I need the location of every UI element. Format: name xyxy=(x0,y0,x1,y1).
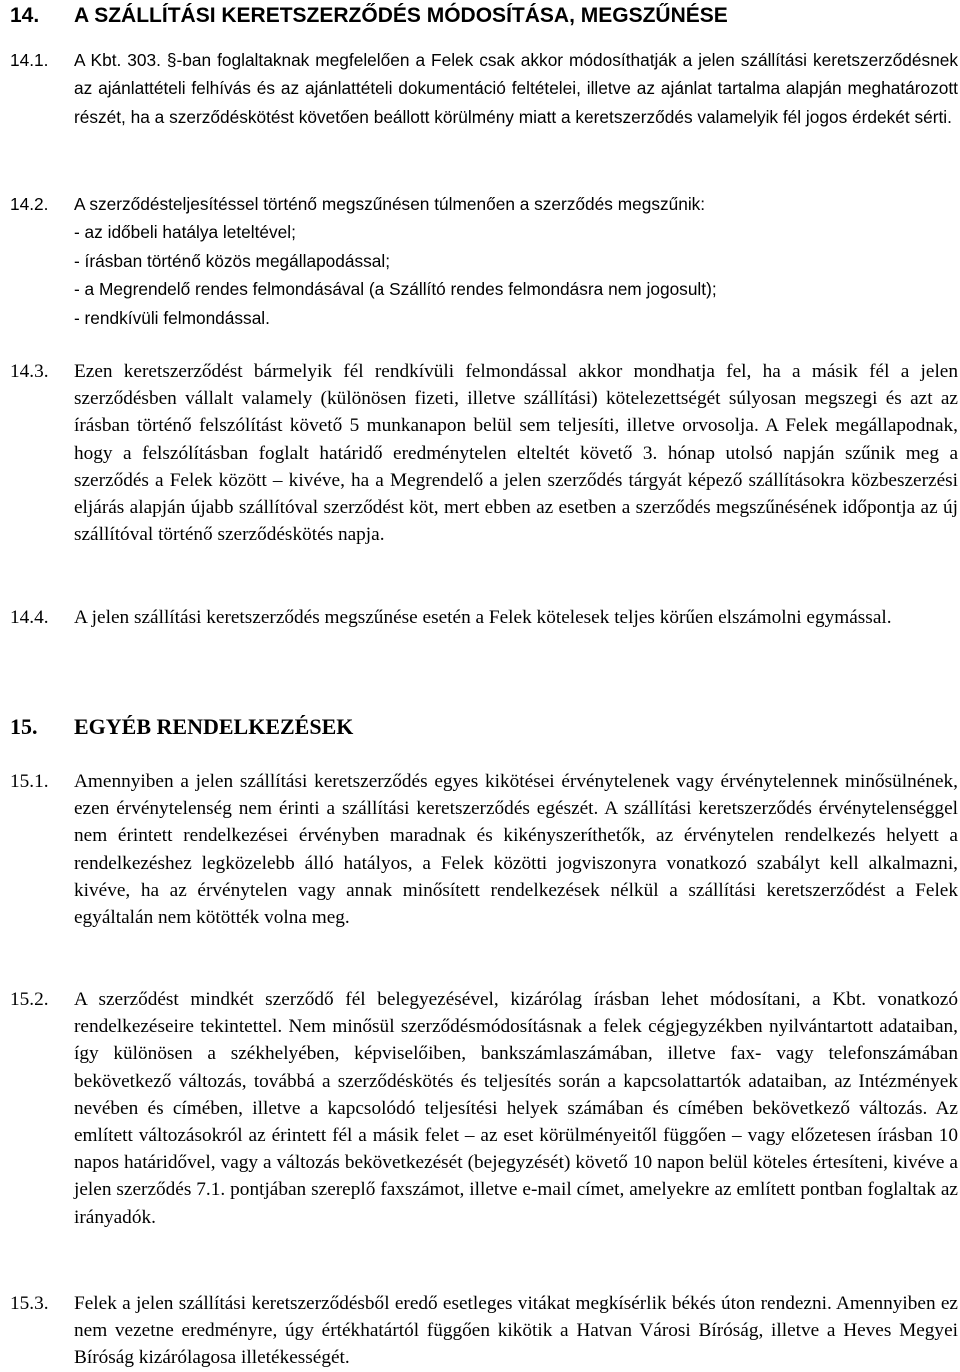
section-14-heading xyxy=(10,4,958,28)
paragraph-text: Felek a jelen szállítási keretszerződésből eredő esetleges vitákat megkísérlik békés úton rendezni. Amennyiben ez nem vezetne eredményre, úgy értékhatártól függően kikötik a Hatvan Városi Bíróság, illetve a Heves Megyei Bíróság kizárólagosa illetékességét. xyxy=(74,1293,958,1369)
list-item: - az időbeli hatálya leteltével; xyxy=(74,222,296,243)
paragraph-14-2 xyxy=(10,190,958,332)
paragraph-number: 14.4. xyxy=(10,607,49,628)
paragraph-number: 14.3. xyxy=(10,361,49,382)
paragraph-number: 14.2. xyxy=(10,194,49,214)
paragraph-text: A szerződésteljesítéssel történő megszűnésen túlmenően a szerződés megszűnik: xyxy=(74,194,706,214)
paragraph-14-4 xyxy=(10,604,958,631)
section-title: EGYÉB RENDELKEZÉSEK xyxy=(74,714,354,739)
section-number: 14. xyxy=(10,4,40,27)
paragraph-number: 15.3. xyxy=(10,1293,49,1314)
section-title: A SZÁLLÍTÁSI KERETSZERZŐDÉS MÓDOSÍTÁSA, MEGSZŰNÉSE xyxy=(74,4,728,27)
paragraph-text: Amennyiben a jelen szállítási keretszerződés egyes kikötései érvénytelenek vagy érvénytelennek minősülnének, ezen érvénytelenség nem érinti a szállítási keretszerződés egészét. A szállítási keretszerződés érvénytelenséggel nem érintett rendelkezései érvényben maradnak és kikényszeríthetők, az érvénytelen rendelkezés helyett a rendelkezéshez legközelebb álló hatályos, a Felek közötti jogviszonyra vonatkozó szabályt kell alkalmazni, kivéve, ha az érvénytelen vagy annak minősített rendelkezések nélkül a szállítási keretszerződést a Felek egyáltalán nem kötötték volna meg. xyxy=(74,771,958,929)
paragraph-15-3 xyxy=(10,1290,958,1372)
section-15-heading xyxy=(10,714,958,740)
paragraph-14-3 xyxy=(10,358,958,548)
paragraph-text: A jelen szállítási keretszerződés megszűnése esetén a Felek kötelesek teljes körűen elszámolni egymással. xyxy=(74,607,892,628)
paragraph-number: 14.1. xyxy=(10,50,49,70)
list-item: - a Megrendelő rendes felmondásával (a Szállító rendes felmondásra nem jogosult); xyxy=(74,279,717,300)
paragraph-15-2 xyxy=(10,986,958,1231)
paragraph-15-1 xyxy=(10,768,958,931)
list-item: - rendkívüli felmondással. xyxy=(74,307,270,328)
paragraph-text: Ezen keretszerződést bármelyik fél rendkívüli felmondással akkor mondhatja fel, ha a másik fél a jelen szerződésben vállalt valamely (különösen fizeti, illetve szállítási) kötelezettségét súlyosan megszegi és azt az írásban történő felszólítást követő 5 munkanapon belül sem teljesíti, illetve orvosolja. A Felek megállapodnak, hogy a felszólításban foglalt határidő eredménytelen elteltét követő 3. hónap utolsó napján szűnik meg a szerződés a Felek között – kivéve, ha a Megrendelő a jelen szerződés tárgyát képező szállításokra közbeszerzési eljárás alapján újabb szállítóval szerződést köt, mert ebben az esetben a szerződés megszűnésének időpontja az új szállítóval történő szerződéskötés napja. xyxy=(74,361,958,546)
list-item: - írásban történő közös megállapodással; xyxy=(74,250,391,271)
section-number: 15. xyxy=(10,714,38,739)
paragraph-text: A Kbt. 303. §-ban foglaltaknak megfelelően a Felek csak akkor módosíthatják a jelen szállítási keretszerződésnek az ajánlattételi felhívás és az ajánlattételi dokumentáció feltételei, illetve az ajánlat tartalma alapján meghatározott részét, ha a szerződéskötést követően beállott körülmény miatt a keretszerződés valamelyik fél jogos érdekét sérti. xyxy=(74,50,958,127)
paragraph-text: A szerződést mindkét szerződő fél belegyezésével, kizárólag írásban lehet módosítani, a Kbt. vonatkozó rendelkezéseire tekintettel. Nem minősül szerződésmódosításnak a felek cégjegyzékben nyilvántartott adataiban, így különösen a székhelyében, képviselőiben, bankszámlaszámában, illetve fax- vagy telefonszámában bekövetkező változás, továbbá a szerződéskötés és teljesítés során a kapcsolattartók adataiban, az Intézmények nevében és címében, illetve a kapcsolódó teljesítési helyek számában és címében bekövetkező változás. Az említett változásokról az érintett fél a másik felet – az eset körülményeitől függően – vagy előzetesen írásban 10 napos határidővel, vagy a változás bekövetkezését (bejegyzését) követő 10 napon belül köteles értesíteni, kivéve a jelen szerződés 7.1. pontjában szereplő faxszámot, illetve e-mail címet, amelyekre az említett pontban foglaltak az irányadók. xyxy=(74,989,958,1228)
paragraph-body xyxy=(74,190,958,332)
paragraph-number: 15.1. xyxy=(10,771,49,792)
paragraph-number: 15.2. xyxy=(10,989,49,1010)
paragraph-14-1 xyxy=(10,46,958,131)
